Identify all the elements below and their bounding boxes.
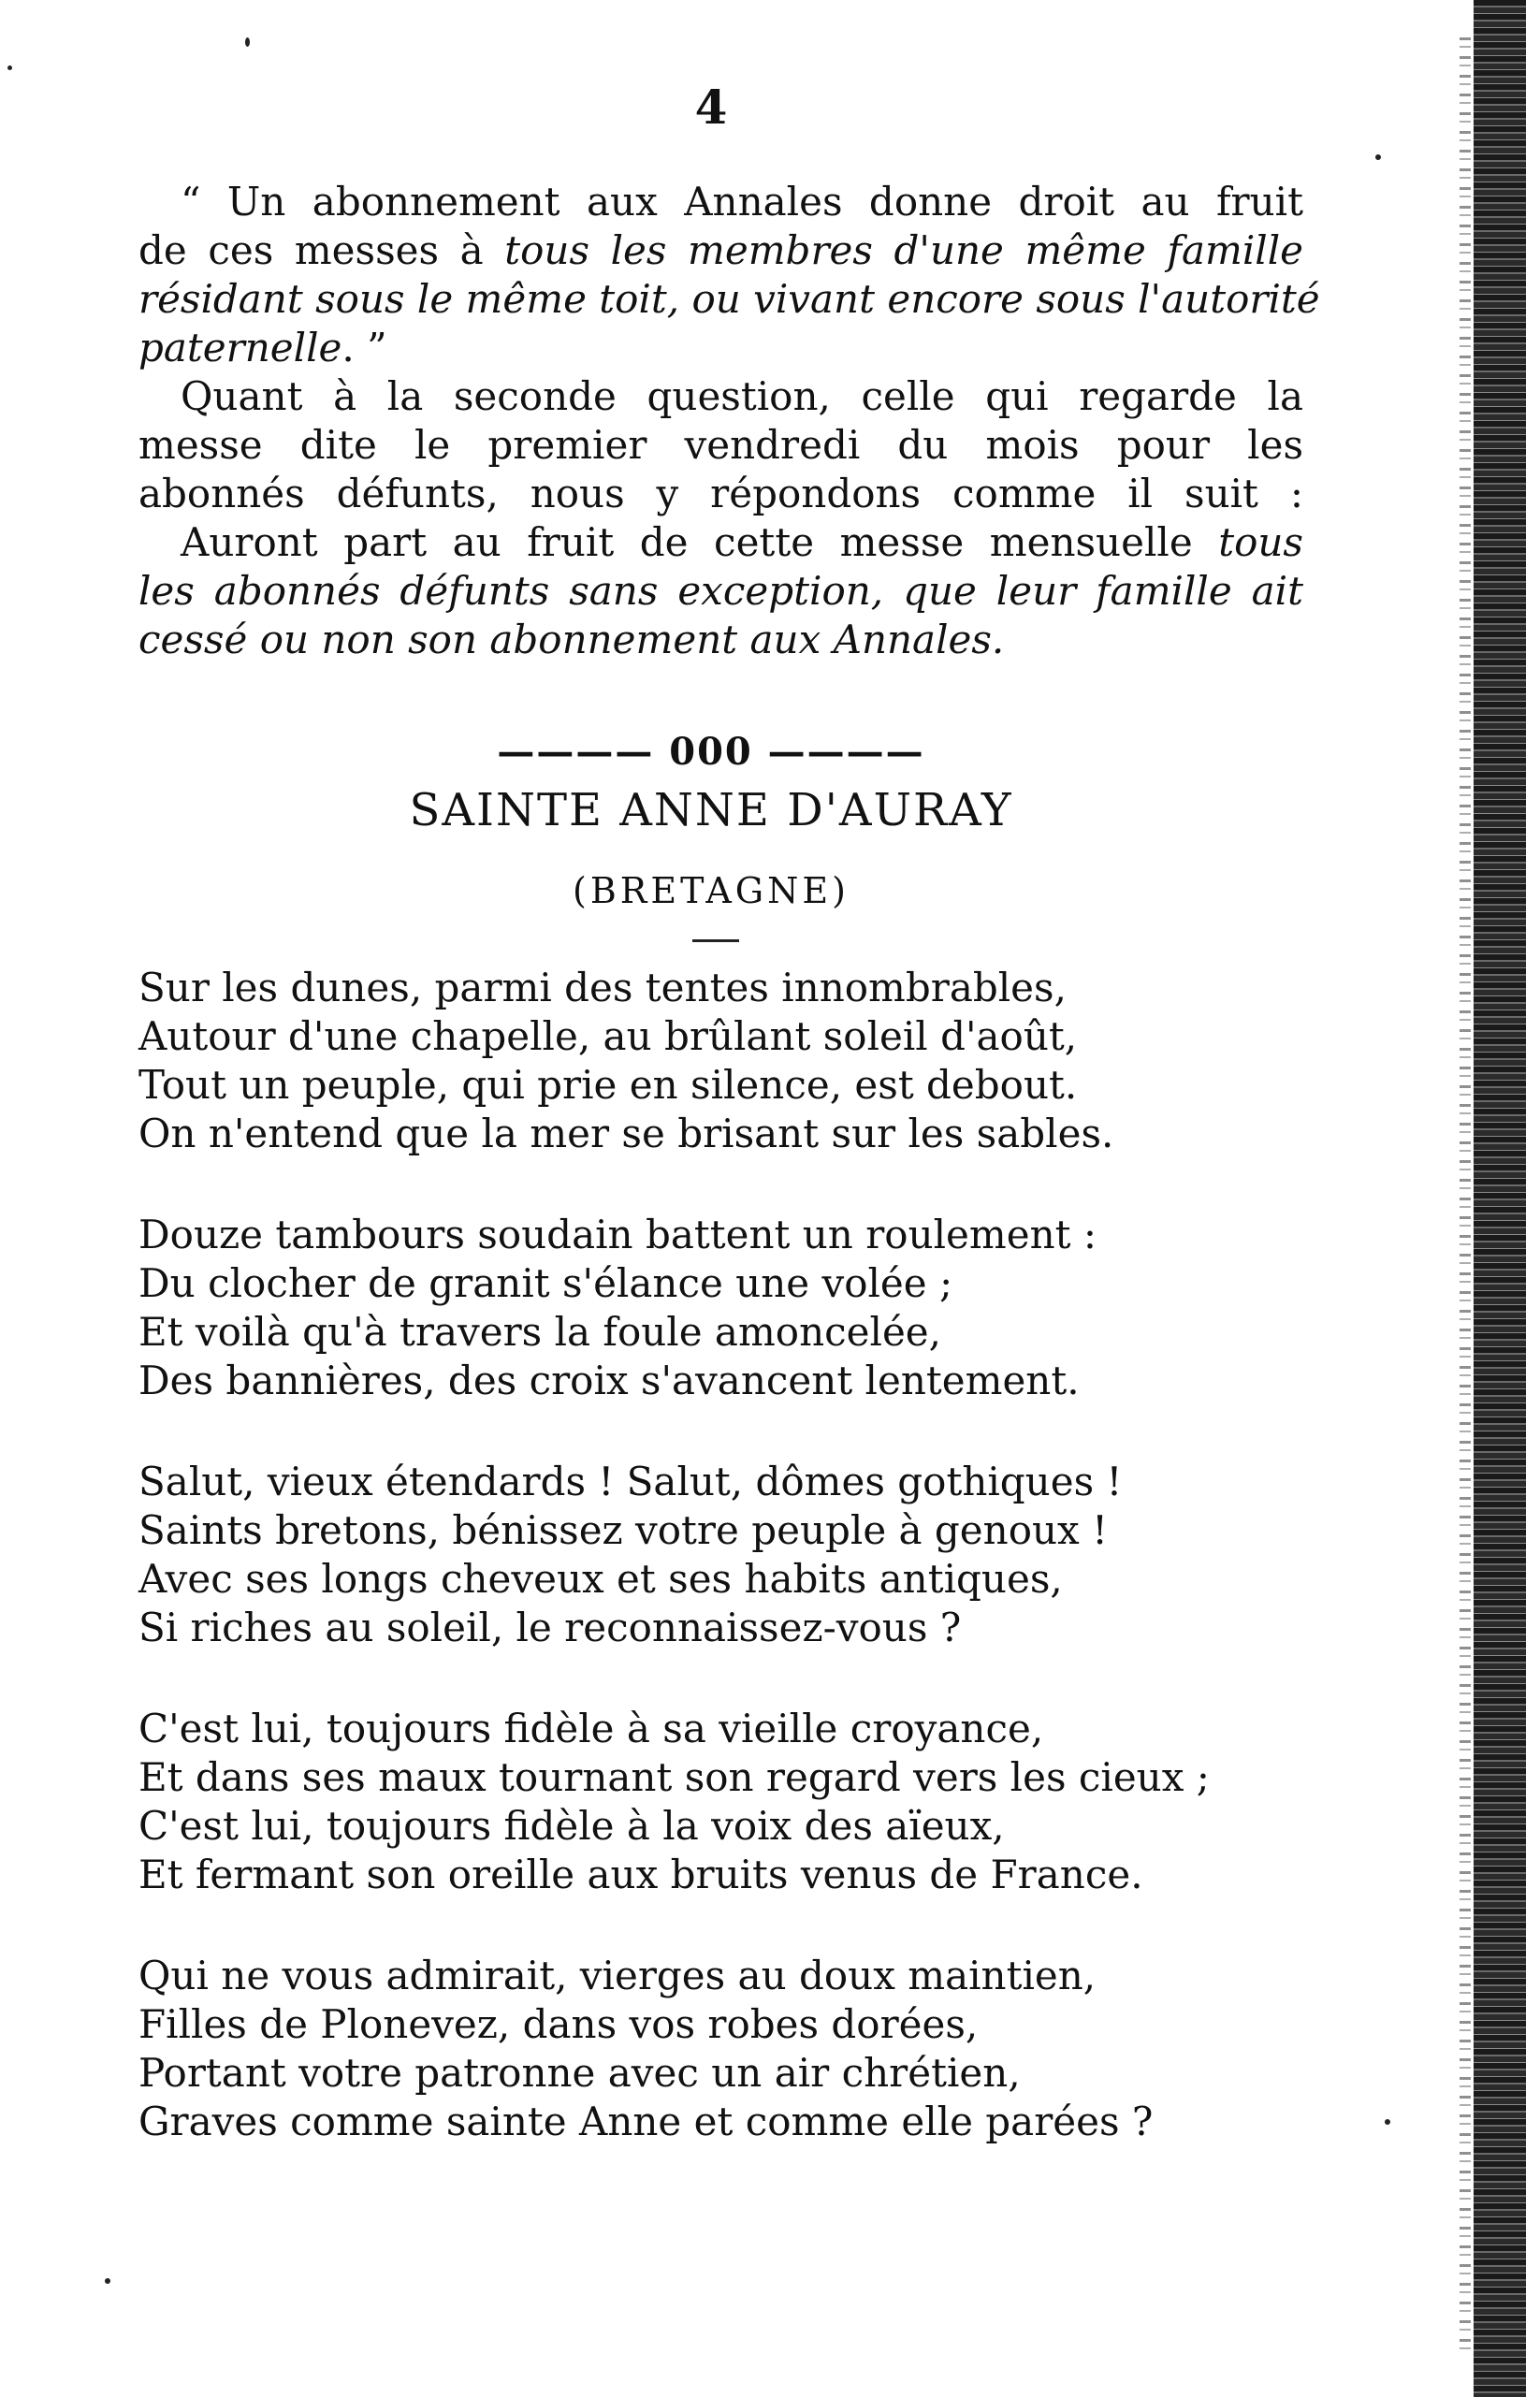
verse-line: Qui ne vous admirait, vierges au doux maintien,: [138, 1953, 1097, 1998]
page-edge-shadow: [1460, 37, 1471, 2358]
poem-body: [138, 964, 1355, 2199]
prose-line: [138, 324, 1303, 372]
verse-line: Tout un peuple, qui prie en silence, est debout.: [138, 1062, 1078, 1108]
poem-stanza: [138, 1211, 1355, 1405]
prose-line: [138, 372, 1303, 421]
text-run: . ”: [341, 325, 387, 370]
section-separator: ———— 000 ————: [497, 730, 925, 774]
verse-line: Et dans ses maux tournant son regard vers les cieux ;: [138, 1754, 1210, 1800]
verse-line: C'est lui, toujours fidèle à sa vieille croyance,: [138, 1706, 1044, 1751]
verse-line: Salut, vieux étendards ! Salut, dômes gothiques !: [138, 1459, 1123, 1504]
verse-line: Et fermant son oreille aux bruits venus de France.: [138, 1852, 1143, 1897]
italic-text: résidant sous le même toit, ou vivant encore sous l'autorité: [138, 276, 1320, 322]
verse-line: Si riches au soleil, le reconnaissez-vous ?: [138, 1605, 962, 1650]
prose-line: [138, 178, 1303, 226]
prose-line: [138, 226, 1303, 275]
text-run: de ces messes à: [138, 227, 505, 273]
text-run: Auront part au fruit de cette messe mensuelle: [181, 519, 1219, 565]
italic-text: les abonnés défunts sans exception, que leur famille ait: [138, 568, 1303, 614]
prose-paragraphs: [138, 178, 1320, 664]
scan-speck: [245, 37, 250, 47]
prose-line: [138, 421, 1303, 470]
verse-line: Autour d'une chapelle, au brûlant soleil d'août,: [138, 1013, 1078, 1059]
verse-line: Douze tambours soudain battent un roulement :: [138, 1212, 1097, 1257]
scan-speck: [7, 65, 12, 70]
verse-line: Du clocher de granit s'élance une volée ;: [138, 1260, 953, 1306]
prose-line: [138, 616, 1303, 664]
text-run: abonnés défunts, nous y répondons comme il suit :: [138, 471, 1303, 516]
italic-text: tous les membres d'une même famille: [504, 227, 1303, 273]
text-run: messe dite le premier vendredi du mois pour les: [138, 422, 1303, 468]
prose-line: [138, 518, 1303, 567]
poem-stanza: [138, 1952, 1355, 2146]
verse-line: Filles de Plonevez, dans vos robes dorées,: [138, 2001, 979, 2047]
title-rule: [692, 939, 739, 942]
scan-speck: [105, 2278, 110, 2284]
italic-text: paternelle: [138, 325, 342, 370]
text-run: Quant à la seconde question, celle qui regarde la: [181, 373, 1303, 419]
scan-speck: [1385, 2119, 1390, 2125]
verse-line: Et voilà qu'à travers la foule amoncelée,: [138, 1309, 942, 1355]
scan-speck: [1375, 154, 1381, 160]
poem-title: SAINTE ANNE D'AURAY: [409, 784, 1013, 836]
verse-line: C'est lui, toujours fidèle à la voix des aïeux,: [138, 1803, 1005, 1849]
text-run: “ Un abonnement aux Annales donne droit au fruit: [181, 179, 1303, 225]
prose-line: [138, 275, 1320, 324]
poem-stanza: [138, 964, 1355, 1158]
verse-line: Graves comme sainte Anne et comme elle parées ?: [138, 2099, 1154, 2144]
page-number: 4: [694, 80, 728, 135]
poem-stanza: [138, 1458, 1355, 1652]
prose-line: [138, 567, 1303, 616]
poem-stanza: [138, 1705, 1355, 1899]
italic-text: cessé ou non son abonnement aux Annales.: [138, 617, 1005, 662]
verse-line: Saints bretons, bénissez votre peuple à genoux !: [138, 1507, 1108, 1553]
poem-subtitle: (BRETAGNE): [573, 870, 850, 911]
verse-line: Avec ses longs cheveux et ses habits antiques,: [138, 1556, 1063, 1602]
verse-line: On n'entend que la mer se brisant sur les sables.: [138, 1111, 1114, 1156]
verse-line: Sur les dunes, parmi des tentes innombrables,: [138, 965, 1067, 1010]
prose-line: [138, 470, 1303, 518]
italic-text: tous: [1218, 519, 1303, 565]
verse-line: Des bannières, des croix s'avancent lentement.: [138, 1358, 1080, 1403]
page-edge-scan-border: [1474, 0, 1526, 2397]
verse-line: Portant votre patronne avec un air chrétien,: [138, 2050, 1021, 2096]
